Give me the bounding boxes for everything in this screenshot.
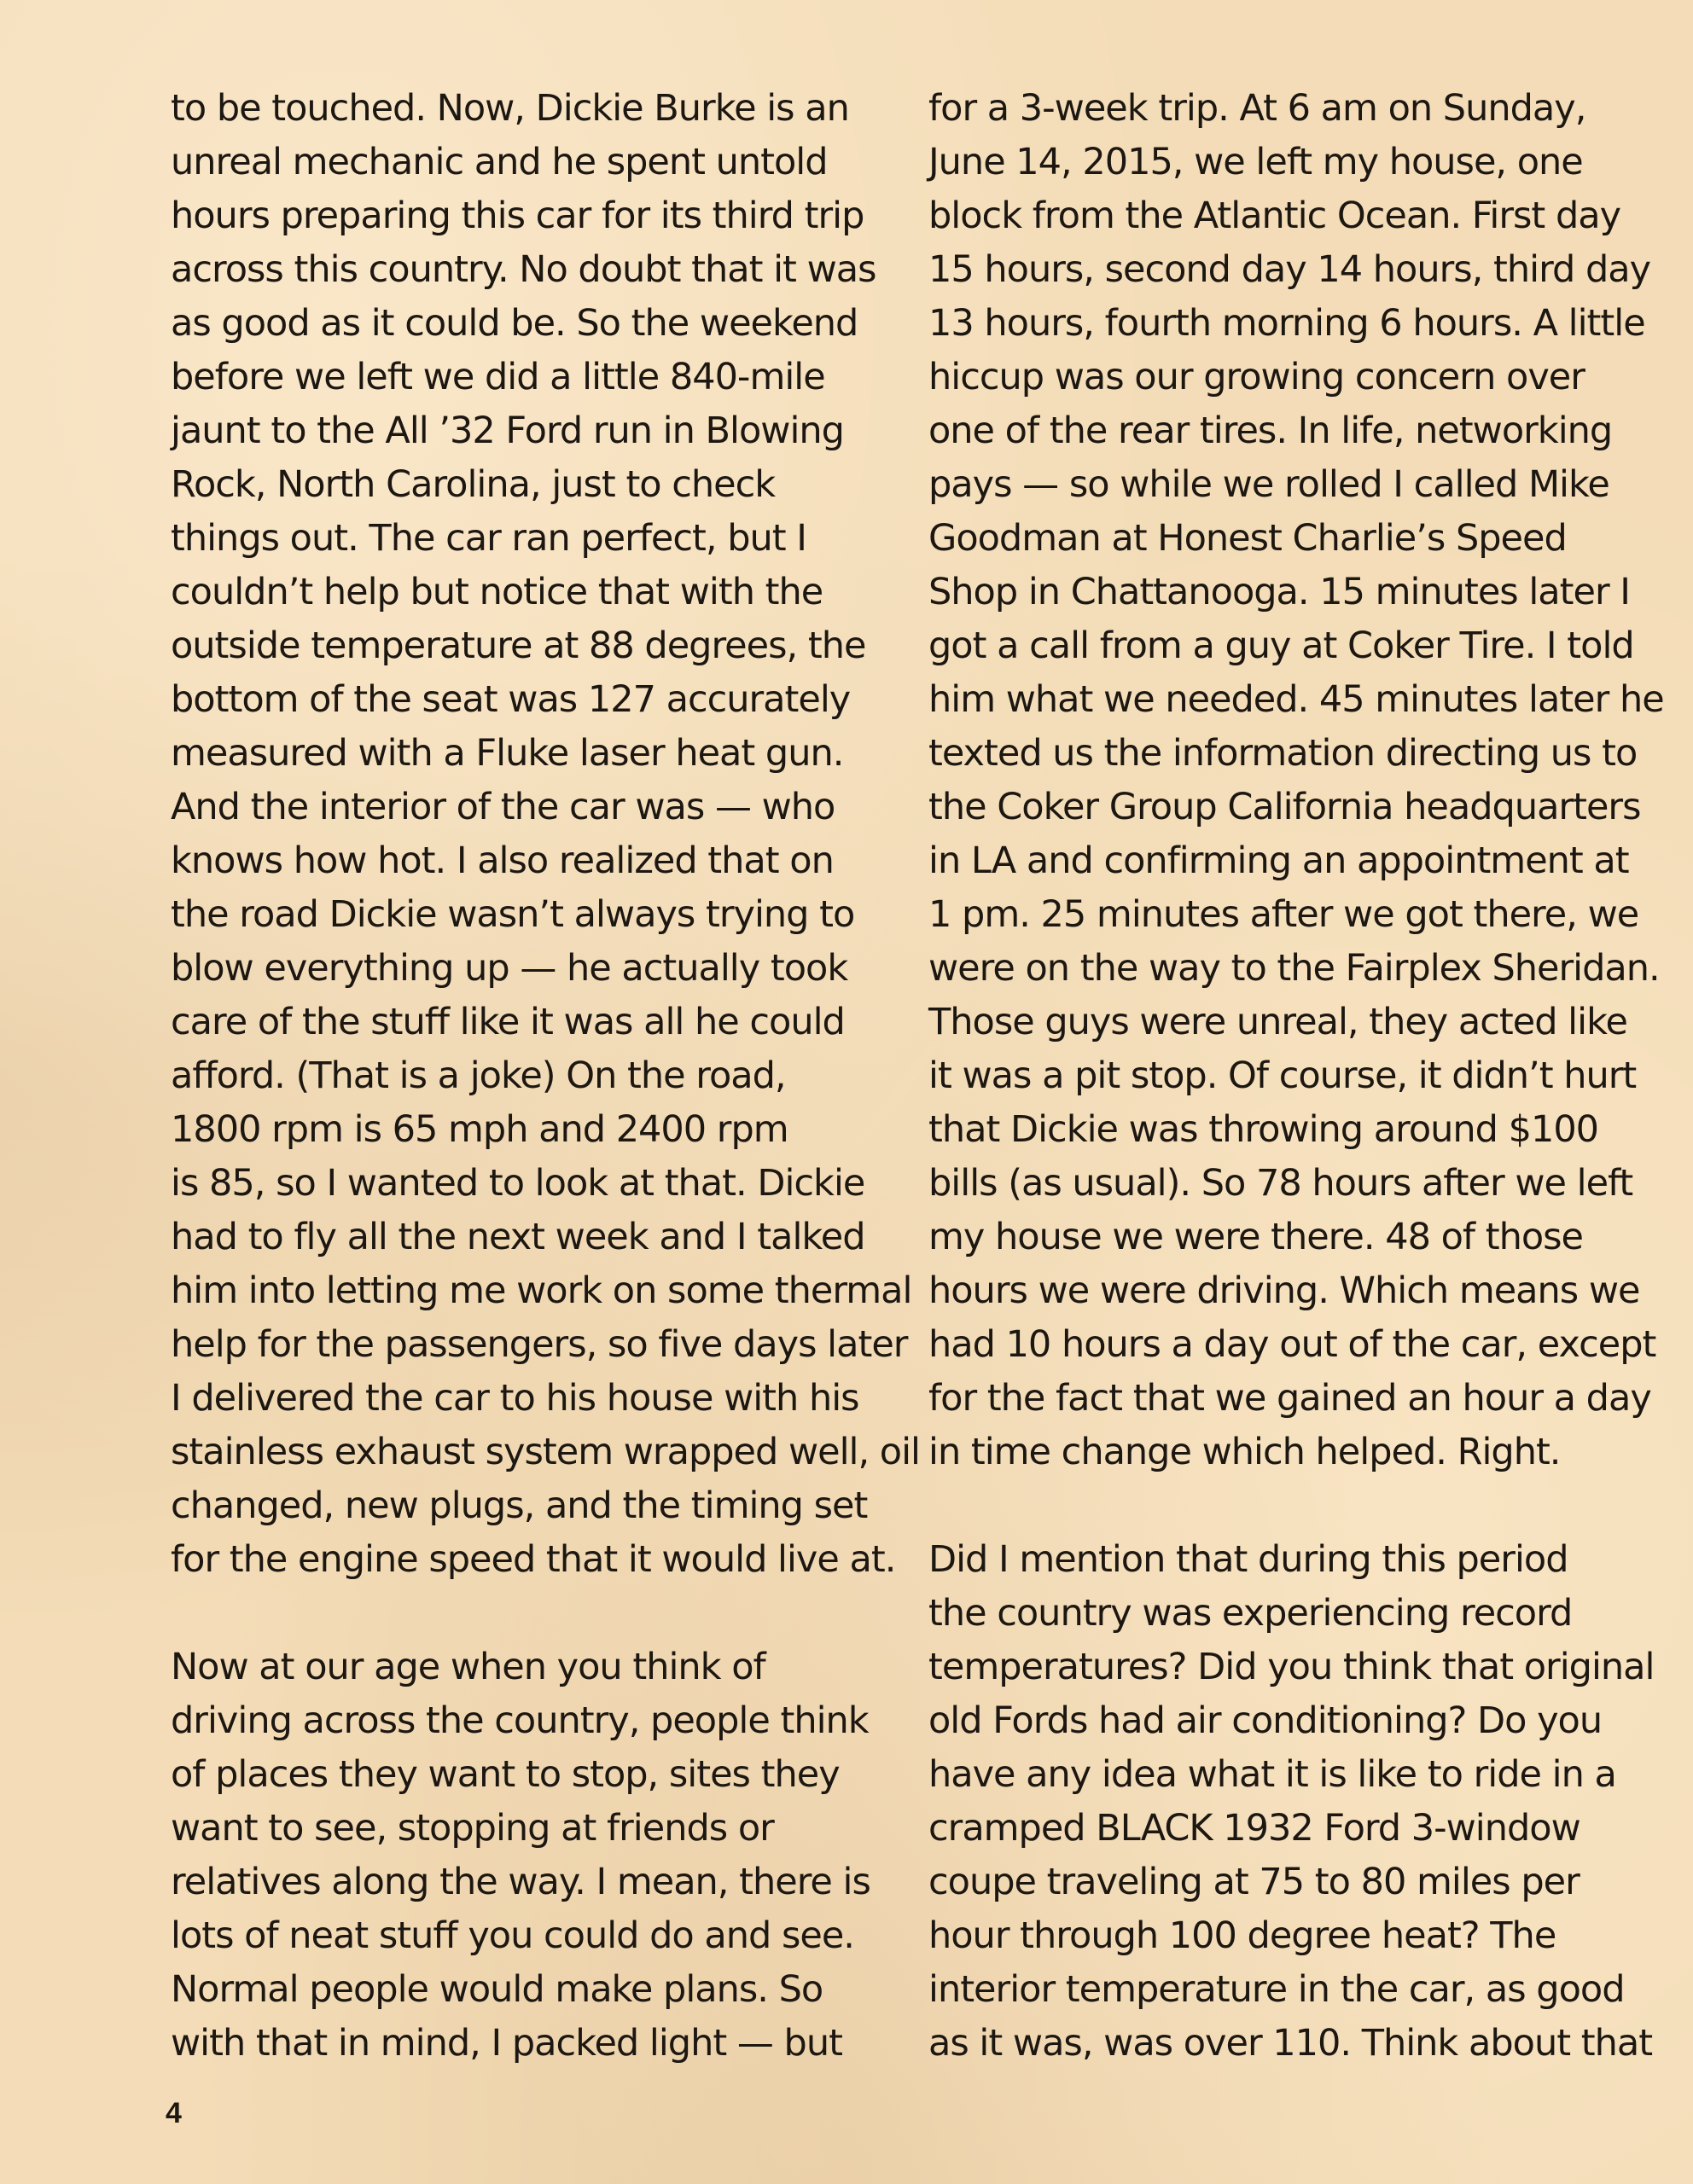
page-number: 4 [166,2097,182,2129]
text-line: things out. The car ran perfect, but I [171,517,806,560]
text-line: relatives along the way. I mean, there is [171,1861,870,1903]
text-line: have any idea what it is like to ride in a [928,1753,1616,1796]
text-line: hours we were driving. Which means we [928,1269,1640,1312]
text-line: in time change which helped. Right. [928,1431,1561,1473]
text-line: were on the way to the Fairplex Sheridan. [928,947,1660,990]
text-line: bills (as usual). So 78 hours after we left [928,1162,1633,1205]
text-line: as it was, was over 110. Think about that [928,2022,1653,2065]
text-line: And the interior of the car was — who [171,786,835,828]
text-line: as good as it could be. So the weekend [171,302,858,345]
left-paragraph-1 [171,82,921,1587]
text-line: driving across the country, people think [171,1699,869,1742]
right-paragraph-1 [928,82,1679,1479]
text-line: texted us the information directing us to [928,732,1638,775]
text-line: blow everything up — he actually took [171,947,848,990]
text-line: in LA and confirming an appointment at [928,839,1629,882]
text-line: my house we were there. 48 of those [928,1216,1583,1258]
text-line: that Dickie was throwing around $100 [928,1108,1599,1151]
right-paragraph-2 [928,1533,1679,2071]
right-column [928,82,1679,2071]
text-line: unreal mechanic and he spent untold [171,141,828,183]
paragraph-spacer [928,1479,1679,1533]
text-line: 1 pm. 25 minutes after we got there, we [928,893,1639,936]
text-line: Those guys were unreal, they acted like [928,1001,1627,1043]
text-line: the road Dickie wasn’t always trying to [171,893,855,936]
text-line: him into letting me work on some thermal [171,1269,912,1312]
text-line: him what we needed. 45 minutes later he [928,678,1664,721]
text-line: Goodman at Honest Charlie’s Speed [928,517,1567,560]
text-line: Rock, North Carolina, just to check [171,463,776,506]
text-line: cramped BLACK 1932 Ford 3-window [928,1807,1580,1850]
text-line: before we left we did a little 840-mile [171,356,825,398]
text-line: Normal people would make plans. So [171,1968,823,2011]
text-line: June 14, 2015, we left my house, one [928,141,1583,183]
text-line: interior temperature in the car, as good [928,1968,1625,2011]
text-line: pays — so while we rolled I called Mike [928,463,1609,506]
text-line: got a call from a guy at Coker Tire. I told [928,624,1634,667]
text-line: stainless exhaust system wrapped well, oil [171,1431,921,1473]
text-line: 1800 rpm is 65 mph and 2400 rpm [171,1108,788,1151]
left-column [171,82,921,2071]
text-line: bottom of the seat was 127 accurately [171,678,851,721]
text-line: for the fact that we gained an hour a day [928,1377,1651,1420]
text-line: hour through 100 degree heat? The [928,1914,1556,1957]
text-line: for the engine speed that it would live at. [171,1538,896,1581]
text-line: one of the rear tires. In life, networking [928,410,1613,452]
text-line: to be touched. Now, Dickie Burke is an [171,87,849,130]
text-line: with that in mind, I packed light — but [171,2022,842,2065]
text-line: the country was experiencing record [928,1592,1573,1635]
text-line: hiccup was our growing concern over [928,356,1585,398]
text-line: old Fords had air conditioning? Do you [928,1699,1603,1742]
text-line: the Coker Group California headquarters [928,786,1641,828]
text-line: I delivered the car to his house with his [171,1377,859,1420]
text-line: afford. (That is a joke) On the road, [171,1054,786,1097]
text-line: care of the stuff like it was all he could [171,1001,845,1043]
text-line: it was a pit stop. Of course, it didn’t hurt [928,1054,1637,1097]
text-line: measured with a Fluke laser heat gun. [171,732,844,775]
text-line: 15 hours, second day 14 hours, third day [928,248,1651,291]
paragraph-spacer [171,1587,870,1641]
text-line: coupe traveling at 75 to 80 miles per [928,1861,1580,1903]
text-line: is 85, so I wanted to look at that. Dickie [171,1162,865,1205]
text-line: block from the Atlantic Ocean. First day [928,195,1621,237]
text-line: lots of neat stuff you could do and see. [171,1914,854,1957]
text-line: changed, new plugs, and the timing set [171,1484,868,1527]
text-line: couldn’t help but notice that with the [171,571,823,613]
text-line: outside temperature at 88 degrees, the [171,624,866,667]
text-line: Now at our age when you think of [171,1646,765,1688]
text-line: jaunt to the All ’32 Ford run in Blowing [171,410,844,452]
text-line: for a 3-week trip. At 6 am on Sunday, [928,87,1586,130]
text-line: Shop in Chattanooga. 15 minutes later I [928,571,1630,613]
text-line: 13 hours, fourth morning 6 hours. A little [928,302,1645,345]
text-line: had to fly all the next week and I talked [171,1216,865,1258]
text-line: hours preparing this car for its third trip [171,195,864,237]
text-line: Did I mention that during this period [928,1538,1568,1581]
text-line: of places they want to stop, sites they [171,1753,840,1796]
text-line: across this country. No doubt that it was [171,248,876,291]
text-line: had 10 hours a day out of the car, except [928,1323,1656,1366]
text-line: help for the passengers, so five days later [171,1323,908,1366]
left-paragraph-2 [171,1641,870,2071]
text-line: want to see, stopping at friends or [171,1807,774,1850]
text-line: temperatures? Did you think that original [928,1646,1655,1688]
text-line: knows how hot. I also realized that on [171,839,834,882]
